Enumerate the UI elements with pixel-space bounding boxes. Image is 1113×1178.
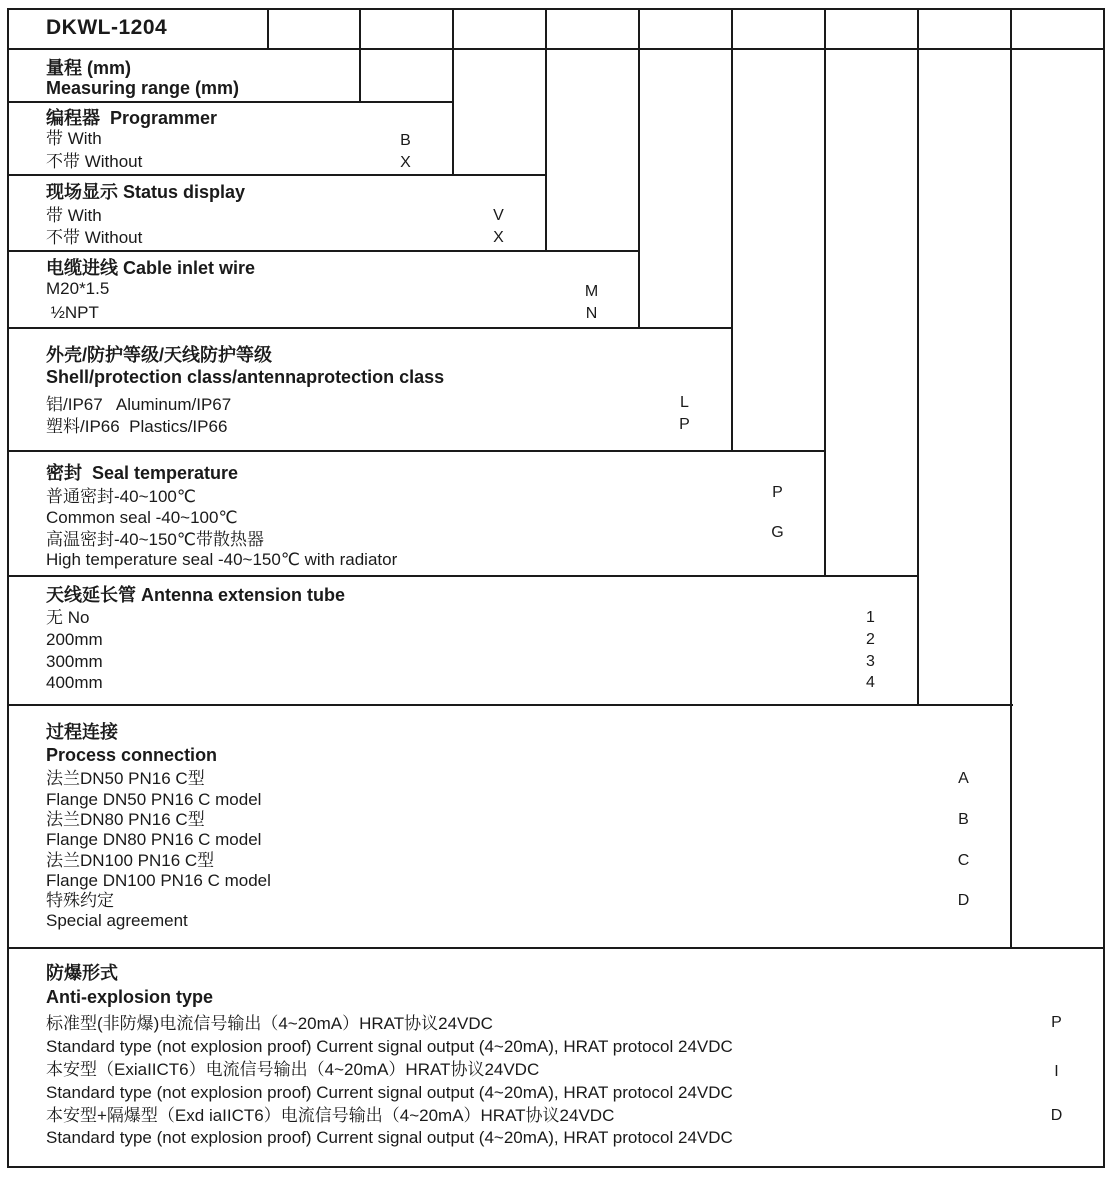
table-border-right bbox=[1103, 8, 1105, 1168]
option-label-cn: 法兰DN80 PN16 C型 bbox=[46, 810, 205, 829]
option-label-en: Standard type (not explosion proof) Current signal output (4~20mA), HRAT protocol 24VDC bbox=[46, 1037, 733, 1056]
section-cable-inlet-title: 电缆进线 Cable inlet wire bbox=[46, 258, 256, 278]
option-label: 铝/IP67 Aluminum/IP67 bbox=[46, 395, 232, 414]
option-code: 4 bbox=[866, 674, 875, 691]
option-label-cn: 本安型（ExiaIICT6）电流信号输出（4~20mA）HRAT协议24VDC bbox=[46, 1060, 540, 1079]
column-line-7 bbox=[824, 8, 826, 577]
section-shell-protection-title-cn: 外壳/防护等级/天线防护等级 bbox=[46, 345, 273, 365]
option-code: C bbox=[957, 852, 970, 869]
column-line-8 bbox=[917, 8, 919, 706]
section-separator-6 bbox=[7, 575, 919, 577]
option-code: 1 bbox=[866, 609, 875, 626]
option-label: 带 With bbox=[46, 206, 102, 225]
option-code: A bbox=[958, 770, 969, 787]
option-label-cn: 普通密封-40~100℃ bbox=[46, 487, 196, 506]
option-label-en: Flange DN80 PN16 C model bbox=[46, 830, 262, 849]
section-separator-1 bbox=[7, 101, 454, 103]
column-line-5 bbox=[638, 8, 640, 329]
section-anti-explosion-title-cn: 防爆形式 bbox=[46, 963, 118, 983]
option-label: 300mm bbox=[46, 652, 103, 671]
option-label-cn: 法兰DN100 PN16 C型 bbox=[46, 851, 215, 870]
column-line-4 bbox=[545, 8, 547, 252]
section-measuring-range-title-cn: 量程 (mm) bbox=[46, 58, 131, 78]
section-separator-4 bbox=[7, 327, 733, 329]
option-label: 塑料/IP66 Plastics/IP66 bbox=[46, 417, 228, 436]
option-label: 无 No bbox=[46, 608, 90, 627]
column-line-2 bbox=[359, 8, 361, 103]
section-separator-7 bbox=[7, 704, 1013, 706]
option-label-en: Flange DN100 PN16 C model bbox=[46, 871, 271, 890]
section-status-display-title: 现场显示 Status display bbox=[46, 182, 246, 202]
option-code: G bbox=[771, 524, 784, 541]
option-code: 2 bbox=[866, 631, 875, 648]
section-separator-8 bbox=[7, 947, 1105, 949]
option-label-en: Flange DN50 PN16 C model bbox=[46, 790, 262, 809]
section-measuring-range-title-en: Measuring range (mm) bbox=[46, 78, 240, 98]
option-code: P bbox=[679, 416, 690, 433]
option-label-en: Common seal -40~100℃ bbox=[46, 508, 238, 527]
option-code: 3 bbox=[866, 653, 875, 670]
option-label: 不带 Without bbox=[46, 228, 143, 247]
option-code: M bbox=[584, 283, 599, 300]
option-code: X bbox=[493, 229, 504, 246]
option-code: V bbox=[493, 207, 504, 224]
option-code: D bbox=[957, 892, 970, 909]
option-label: 带 With bbox=[46, 129, 102, 148]
option-label: M20*1.5 bbox=[46, 279, 110, 298]
option-label: 400mm bbox=[46, 673, 103, 692]
option-label-en: High temperature seal -40~150℃ with radiator bbox=[46, 550, 398, 569]
section-process-connection-title-cn: 过程连接 bbox=[46, 722, 118, 742]
header-row-separator bbox=[7, 48, 1105, 50]
column-line-3 bbox=[452, 8, 454, 176]
option-label-en: Standard type (not explosion proof) Current signal output (4~20mA), HRAT protocol 24VDC bbox=[46, 1083, 733, 1102]
section-process-connection-title-en: Process connection bbox=[46, 745, 218, 765]
section-shell-protection-title-en: Shell/protection class/antennaprotection class bbox=[46, 367, 445, 387]
option-label: ½NPT bbox=[46, 303, 99, 322]
option-label-en: Special agreement bbox=[46, 911, 188, 930]
option-code: P bbox=[1051, 1014, 1062, 1031]
section-seal-temperature-title: 密封 Seal temperature bbox=[46, 463, 239, 483]
option-label-cn: 高温密封-40~150℃带散热器 bbox=[46, 530, 264, 549]
table-border-bottom bbox=[7, 1166, 1105, 1168]
option-label-en: Standard type (not explosion proof) Current signal output (4~20mA), HRAT protocol 24VDC bbox=[46, 1128, 733, 1147]
table-border-left bbox=[7, 8, 9, 1168]
section-antenna-extension-title: 天线延长管 Antenna extension tube bbox=[46, 585, 346, 605]
section-separator-2 bbox=[7, 174, 547, 176]
column-line-6 bbox=[731, 8, 733, 452]
option-code: P bbox=[772, 484, 783, 501]
option-code: X bbox=[400, 154, 411, 171]
option-code: B bbox=[400, 132, 411, 149]
option-code: B bbox=[958, 811, 969, 828]
option-label-cn: 本安型+隔爆型（Exd iaIICT6）电流信号输出（4~20mA）HRAT协议24VDC bbox=[46, 1106, 615, 1125]
option-label-cn: 标准型(非防爆)电流信号输出（4~20mA）HRAT协议24VDC bbox=[46, 1014, 493, 1033]
option-code: D bbox=[1050, 1107, 1063, 1124]
option-label-cn: 特殊约定 bbox=[46, 891, 114, 910]
option-code: L bbox=[680, 394, 689, 411]
option-label: 200mm bbox=[46, 630, 103, 649]
option-label: 不带 Without bbox=[46, 152, 143, 171]
section-anti-explosion-title-en: Anti-explosion type bbox=[46, 987, 214, 1007]
column-line-9 bbox=[1010, 8, 1012, 949]
column-line-1 bbox=[267, 8, 269, 50]
section-programmer-title: 编程器 Programmer bbox=[46, 108, 218, 128]
option-label-cn: 法兰DN50 PN16 C型 bbox=[46, 769, 205, 788]
section-separator-5 bbox=[7, 450, 826, 452]
model-number-label: DKWL-1204 bbox=[46, 16, 168, 39]
option-code: N bbox=[585, 305, 598, 322]
table-border-top bbox=[7, 8, 1105, 10]
option-code: I bbox=[1054, 1063, 1059, 1080]
